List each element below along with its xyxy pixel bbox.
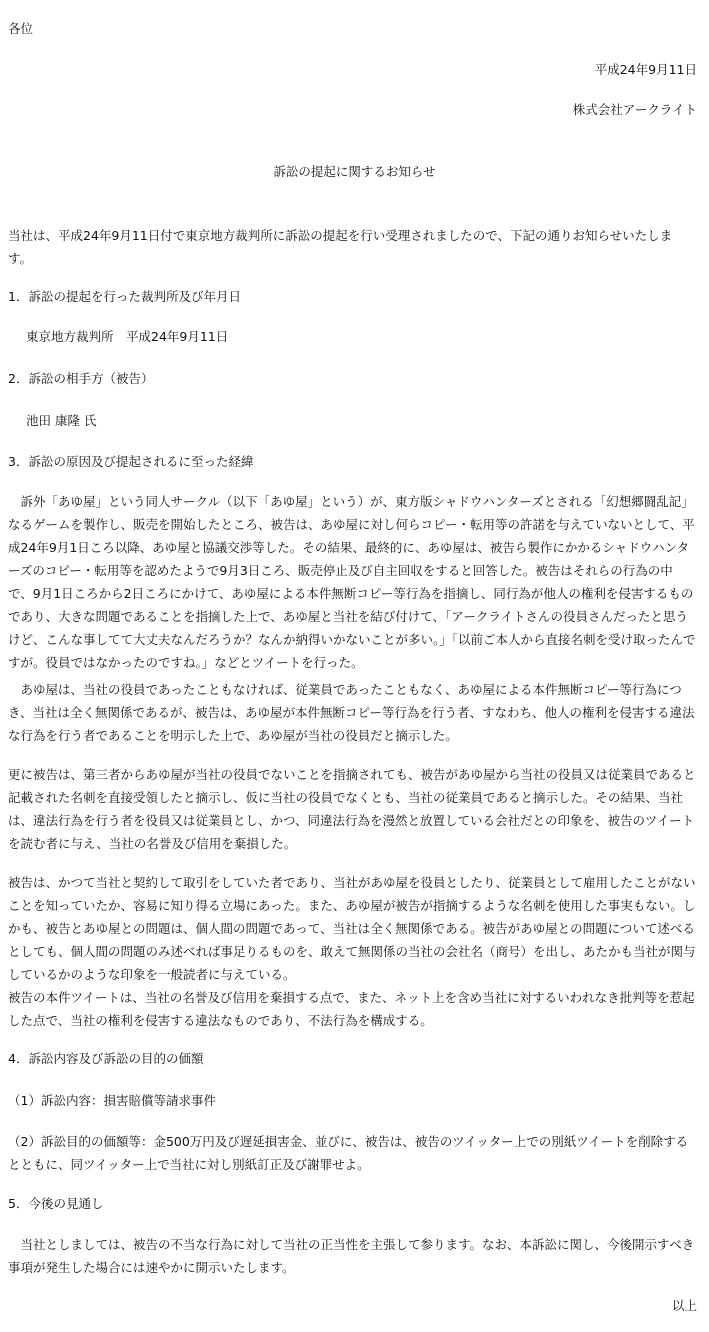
section-3-paragraph-2: あゆ屋は、当社の役員であったこともなければ、従業員であったこともなく、あゆ屋による本件無断コピー等行為につき、当社は全く無関係であるが、被告は、あゆ屋が本件無断コピー等行為を行う者、すなわち、他人の権利を侵害する違法な行為を行う者であることを明示した上で、あゆ屋が当社の役員だと摘示した。 — [8, 682, 695, 743]
section-3-paragraph-4: 被告は、かつて当社と契約して取引をしていた者であり、当社があゆ屋を役員としたり、従業員として雇用したことがないことを知っていたか、容易に知り得る立場にあった。また、あゆ屋が被告が指摘するような名刺を使用した事実もない。しかも、被告とあゆ屋との問題は、個人間の問題であって、当社は全く無関係である。被告があゆ屋との問題について述べるとしても、個人間の問題のみ述べれば事足りるものを、敢えて無関係の当社の会社名（商号）を出し、あたかも当社が関与しているかのような印象を一般読者に与えている。 — [8, 875, 696, 982]
closing-mark: 以上 — [671, 1298, 697, 1313]
court-and-date: 東京地方裁判所 平成24年9月11日 — [26, 329, 229, 344]
defendant-name: 池田 康隆 氏 — [26, 413, 97, 428]
section-2-heading: 2．訴訟の相手方（被告） — [8, 371, 154, 386]
section-3-paragraph-3: 更に被告は、第三者からあゆ屋が当社の役員でないことを指摘されても、被告があゆ屋から当社の役員又は従業員であると記載された名刺を直接受領したと摘示し、仮に当社の役員でなくとも、当社の従業員であると摘示した。その結果、当社は、違法行為を行う者を役員又は従業員とし、かつ、同違法行為を漫然と放置している会社だとの印象を、被告のツイートを読む者に与え、当社の名誉及び信用を棄損した。 — [8, 767, 696, 851]
section-5-heading: 5．今後の見通し — [8, 1196, 104, 1211]
addressee: 各位 — [8, 21, 34, 36]
section-3-paragraph-5: 被告の本件ツイートは、当社の名誉及び信用を棄損する点で、また、ネット上を含め当社に対するいわれなき批判等を惹起した点で、当社の権利を侵害する違法なものであり、不法行為を構成する。 — [8, 990, 695, 1028]
lawsuit-content: （1）訴訟内容：損害賠償等請求事件 — [8, 1093, 216, 1108]
section-5-paragraph: 当社としましては、被告の不当な行為に対して当社の正当性を主張して参ります。なお、本訴訟に関し、今後開示すべき事項が発生した場合には速やかに開示いたします。 — [8, 1237, 695, 1275]
section-3-heading: 3．訴訟の原因及び提起されるに至った経緯 — [8, 454, 254, 469]
section-1-heading: 1．訴訟の提起を行った裁判所及び年月日 — [8, 289, 241, 304]
section-4-heading: 4．訴訟内容及び訴訟の目的の価額 — [8, 1051, 204, 1066]
section-3-paragraph-1: 訴外「あゆ屋」という同人サークル（以下「あゆ屋」という）が、東方版シャドウハンターズとされる「幻想郷闘乱記」なるゲームを製作し、販売を開始したところ、被告は、あゆ屋に対し何らコピー・転用等の許諾を与えていないとして、平成24年9月1日ころ以降、あゆ屋と協議交渉等した。その結果、最終的に、あゆ屋は、被告ら製作にかかるシャドウハンターズのコピー・転用等を認めたようで9月3日ころ、販売停止及び自主回収をすると回答した。被告はそれらの行為の中で、9月1日ころから2日ころにかけて、あゆ屋による本件無断コピー等行為を指摘し、同行為が他人の権利を侵害するものであり、大きな問題であることを指摘した上で、あゆ屋と当社を結び付けて、「アークライトさんの役員さんだったと思うけど、こんな事してて大丈夫なんだろうか？なんか納得いかないことが多い。」「以前ご本人から直接名刺を受け取ったんですが。役員ではなかったのですね。」などとツイートを行った。 — [8, 494, 696, 670]
document-title: 訴訟の提起に関するお知らせ — [273, 164, 436, 179]
intro-paragraph: 当社は、平成24年9月11日付で東京地方裁判所に訴訟の提起を行い受理されましたので、下記の通りお知らせいたします。 — [8, 228, 673, 266]
lawsuit-value: （2）訴訟目的の価額等：金500万円及び遅延損害金、並びに、被告は、被告のツイッター上での別紙ツイートを削除するとともに、同ツイッター上で当社に対し別紙訂正及び謝罪せよ。 — [8, 1134, 689, 1172]
document-date: 平成24年9月11日 — [594, 62, 697, 77]
company-name: 株式会社アークライト — [572, 102, 697, 117]
